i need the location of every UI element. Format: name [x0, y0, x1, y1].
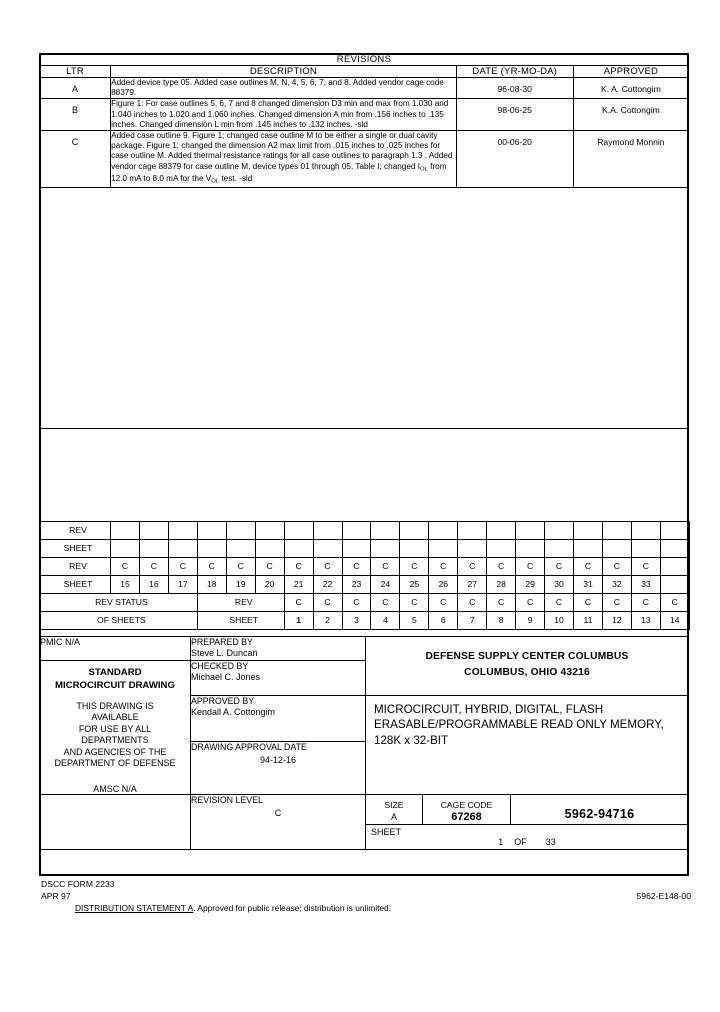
approved-by-label: APPROVED BY: [191, 695, 255, 706]
status-sub-label: SHEET: [197, 612, 284, 630]
status-row-rev-blank: [40, 522, 690, 540]
title-block: [39, 636, 689, 876]
status-cell: [313, 540, 342, 558]
status-row-label: SHEET: [40, 576, 111, 594]
status-cell: [111, 522, 140, 540]
agency-name-line1: DEFENSE SUPPLY CENTER COLUMBUS: [425, 651, 629, 662]
status-cell: C: [602, 594, 631, 612]
status-group-label: REV STATUS: [40, 594, 198, 612]
status-cell: 29: [516, 576, 545, 594]
revision-approver: Raymond Monnin: [573, 131, 688, 188]
form-number-line1: DSCC FORM 2233: [41, 879, 115, 889]
smd-line-2: MICROCIRCUIT DRAWING: [55, 679, 175, 691]
status-cell: [574, 540, 603, 558]
status-cell: [197, 540, 226, 558]
status-cell: [400, 522, 429, 540]
revision-description: [111, 131, 457, 188]
status-cell: [429, 522, 458, 540]
sheet-status-table: [39, 521, 690, 630]
status-cell: 4: [371, 612, 400, 630]
status-cell: [255, 540, 284, 558]
status-cell: [487, 540, 516, 558]
status-cell: [631, 540, 660, 558]
sheet-label: SHEET: [371, 827, 402, 838]
status-cell: [168, 522, 197, 540]
status-cell: [660, 576, 689, 594]
status-cell: [168, 540, 197, 558]
status-cell: C: [111, 558, 140, 576]
smd-line-1: STANDARD: [88, 666, 142, 678]
status-cell: 16: [139, 576, 168, 594]
availability-line: AND AGENCIES OF THE: [63, 746, 167, 757]
status-cell: 7: [458, 612, 487, 630]
status-cell: [487, 522, 516, 540]
header-date: DATE (YR-MO-DA): [456, 66, 573, 78]
bottom-left-filler: [40, 795, 191, 850]
status-cell: C: [660, 594, 689, 612]
amsc-text: AMSC N/A: [93, 784, 137, 795]
status-cell: C: [574, 558, 603, 576]
footer: [41, 879, 691, 915]
sheet-of-line: [366, 835, 688, 847]
sheet-total: 33: [545, 837, 556, 848]
status-cell: C: [284, 594, 313, 612]
cage-code-cell: [423, 795, 511, 825]
pmic-cell: PMIC N/A: [40, 637, 191, 661]
status-cell: [111, 540, 140, 558]
status-cell: [429, 540, 458, 558]
status-cell: [516, 522, 545, 540]
status-cell: C: [197, 558, 226, 576]
status-group-label: OF SHEETS: [40, 612, 198, 630]
status-cell: C: [226, 558, 255, 576]
status-cell: 2: [313, 612, 342, 630]
availability-line: FOR USE BY ALL: [78, 723, 152, 734]
status-cell: C: [487, 558, 516, 576]
sheet-of-word: OF: [514, 837, 527, 848]
status-cell: [284, 522, 313, 540]
status-cell: [660, 522, 689, 540]
status-cell: [458, 522, 487, 540]
status-cell: C: [400, 594, 429, 612]
status-cell: [400, 540, 429, 558]
revision-date: 00-06-20: [456, 131, 573, 188]
header-approved: APPROVED: [573, 66, 688, 78]
approved-by-cell: [191, 695, 366, 742]
revision-level-value: C: [274, 808, 282, 819]
smd-cell: [40, 660, 191, 795]
status-cell: C: [371, 558, 400, 576]
cage-code-label: CAGE CODE: [440, 800, 493, 811]
status-cell: C: [255, 558, 284, 576]
status-cell: [631, 522, 660, 540]
header-ltr: LTR: [40, 66, 111, 78]
status-cell: 10: [545, 612, 574, 630]
status-row-sheet-upper: [40, 576, 690, 594]
header-description: DESCRIPTION: [111, 66, 457, 78]
status-cell: C: [458, 594, 487, 612]
status-cell: 18: [197, 576, 226, 594]
revisions-title: REVISIONS: [40, 54, 689, 66]
agency-name-line2: COLUMBUS, OHIO 43216: [464, 667, 590, 678]
status-cell: [255, 522, 284, 540]
revisions-header-row: [40, 66, 689, 78]
revision-approver: K.A. Cottongim: [573, 99, 688, 131]
size-value: A: [390, 812, 397, 823]
status-row-sheet-blank: [40, 540, 690, 558]
status-cell: C: [429, 594, 458, 612]
revision-level-cell: [191, 795, 366, 850]
status-row-rev-upper: [40, 558, 690, 576]
document-code: 5962-E148-00: [636, 890, 691, 901]
drawing-approval-date-cell: [191, 742, 366, 795]
status-cell: 32: [602, 576, 631, 594]
revision-letter: C: [40, 131, 111, 188]
revision-level-label: REVISION LEVEL: [191, 795, 263, 806]
revisions-title-row: [40, 54, 689, 66]
status-cell: 11: [574, 612, 603, 630]
status-cell: [226, 522, 255, 540]
revision-description-part2: from 12.0 mA to 8.0 mA for the V: [111, 161, 447, 184]
revisions-table: [39, 53, 689, 429]
revision-description: Added device type 05. Added case outlines M, N, 4, 5, 6, 7, and 8. Added vendor cage code 88379.: [111, 78, 457, 99]
distribution-statement-text: . Approved for public release; distribution is unlimited.: [193, 903, 392, 913]
product-title-cell: [366, 695, 689, 795]
status-cell: C: [574, 594, 603, 612]
drawing-number: 5962-94716: [564, 807, 635, 822]
revision-description: Figure 1: For case outlines 5, 6, 7 and 8 changed dimension D3 min and max from 1.030 and 1.040 inches to 1.020 and 1.060 inches. Changed dimension A min from .156 inches to .135 inches. Changed dimension L min from .145 inches to .132 inches. -sld: [111, 99, 457, 131]
status-cell: 21: [284, 576, 313, 594]
size-label: SIZE: [384, 800, 404, 811]
availability-statement: [40, 692, 190, 771]
revisions-empty-cell: [40, 187, 689, 428]
status-cell: 30: [545, 576, 574, 594]
status-cell: 24: [371, 576, 400, 594]
status-cell: C: [631, 558, 660, 576]
distribution-statement-heading: DISTRIBUTION STATEMENT A: [75, 903, 194, 913]
status-cell: 17: [168, 576, 197, 594]
status-cell: C: [487, 594, 516, 612]
status-row-label: REV: [40, 522, 111, 540]
status-cell: [342, 540, 371, 558]
cage-code-value: 67268: [451, 811, 482, 824]
prepared-by-label: PREPARED BY: [191, 637, 253, 647]
status-cell: 25: [400, 576, 429, 594]
status-cell: [139, 522, 168, 540]
status-cell: C: [631, 594, 660, 612]
status-cell: [139, 540, 168, 558]
status-cell: [371, 540, 400, 558]
drawing-approval-date-label: DRAWING APPROVAL DATE: [191, 742, 307, 753]
status-cell: 19: [226, 576, 255, 594]
status-row-label: SHEET: [40, 540, 111, 558]
status-cell: 8: [487, 612, 516, 630]
status-cell: C: [400, 558, 429, 576]
product-title: MICROCIRCUIT, HYBRID, DIGITAL, FLASH ERASABLE/PROGRAMMABLE READ ONLY MEMORY, 128K x 32-BIT: [374, 702, 664, 747]
status-cell: [602, 522, 631, 540]
status-cell: 20: [255, 576, 284, 594]
revisions-block: [39, 53, 689, 429]
status-cell: 28: [487, 576, 516, 594]
status-cell: 6: [429, 612, 458, 630]
status-cell: C: [429, 558, 458, 576]
status-cell: 3: [342, 612, 371, 630]
status-cell: C: [602, 558, 631, 576]
status-cell: 15: [111, 576, 140, 594]
status-row-rev-status: [40, 594, 690, 612]
checked-by-label: CHECKED BY: [191, 660, 249, 671]
status-cell: [574, 522, 603, 540]
status-cell: [313, 522, 342, 540]
status-cell: C: [342, 558, 371, 576]
status-cell: [660, 540, 689, 558]
status-cell: [226, 540, 255, 558]
checked-by-cell: [191, 660, 366, 695]
status-cell: C: [545, 558, 574, 576]
status-cell: [371, 522, 400, 540]
status-cell: 12: [602, 612, 631, 630]
status-cell: 23: [342, 576, 371, 594]
status-cell: C: [516, 558, 545, 576]
revision-date: 98-06-25: [456, 99, 573, 131]
status-cell: [602, 540, 631, 558]
status-cell: [342, 522, 371, 540]
prepared-by-name: Steve L. Duncan: [191, 648, 258, 658]
status-cell: C: [168, 558, 197, 576]
status-cell: C: [545, 594, 574, 612]
title-row-5: [40, 795, 689, 825]
status-sub-label: REV: [197, 594, 284, 612]
revision-approver: K. A. Cottongim: [573, 78, 688, 99]
status-cell: 9: [516, 612, 545, 630]
status-cell: 5: [400, 612, 429, 630]
status-cell: 27: [458, 576, 487, 594]
availability-line: THIS DRAWING IS: [76, 700, 154, 711]
size-cell: [366, 795, 423, 825]
drawing-number-cell: [511, 795, 689, 825]
status-cell: C: [371, 594, 400, 612]
status-cell: [545, 540, 574, 558]
checked-by-name: Michael C. Jones: [191, 671, 261, 682]
availability-line: DEPARTMENT OF DEFENSE: [54, 758, 176, 769]
revision-date: 96-08-30: [456, 78, 573, 99]
status-cell: [197, 522, 226, 540]
revision-row-b: [40, 99, 689, 131]
revision-description-sub2: OL: [211, 178, 220, 185]
status-cell: C: [313, 594, 342, 612]
status-cell: C: [342, 594, 371, 612]
drawing-approval-date-value: 94-12-16: [259, 755, 297, 766]
revision-row-a: [40, 78, 689, 99]
status-cell: [516, 540, 545, 558]
status-cell: C: [284, 558, 313, 576]
status-cell: [545, 522, 574, 540]
revision-letter: A: [40, 78, 111, 99]
status-cell: 33: [631, 576, 660, 594]
status-cell: C: [458, 558, 487, 576]
revision-description-part3: test. -sld: [219, 174, 253, 184]
status-cell: C: [139, 558, 168, 576]
revision-letter: B: [40, 99, 111, 131]
status-cell: 22: [313, 576, 342, 594]
status-cell: C: [516, 594, 545, 612]
availability-line: DEPARTMENTS: [81, 735, 149, 746]
revision-description-sub1: OL: [420, 166, 428, 173]
title-block-table: [39, 636, 689, 850]
approved-by-name: Kendall A. Cottongim: [191, 706, 276, 717]
status-cell: 26: [429, 576, 458, 594]
sheet-number: 1: [498, 837, 504, 848]
prepared-by-cell: [191, 637, 366, 661]
distribution-statement: [41, 903, 691, 915]
agency-cell: [366, 637, 689, 696]
form-number-line2: APR 97: [41, 890, 71, 901]
status-row-of-sheets: [40, 612, 690, 630]
revisions-empty-area: [40, 187, 689, 428]
status-cell: 13: [631, 612, 660, 630]
status-row-label: REV: [40, 558, 111, 576]
title-row-1: [40, 637, 689, 661]
revision-description-part1: Added case outline 9. Figure 1; changed case outline M to be either a single or dual cavity package. Figure 1; changed the dimension A2 max limit from .015 inches to .025 inches for case outline M. Added thermal resistance ratings for all case outlines to paragraph 1.3 . Added vendor cage 88379 for case outline M, device types 01 through 05. Table I; changed I: [111, 131, 453, 171]
status-cell: 1: [284, 612, 313, 630]
status-cell: [458, 540, 487, 558]
status-cell: 14: [660, 612, 689, 630]
status-cell: [284, 540, 313, 558]
sheet-status-block: [39, 521, 689, 630]
sheet-count-cell: [366, 825, 689, 850]
availability-line: AVAILABLE: [91, 712, 139, 723]
status-cell: C: [313, 558, 342, 576]
status-cell: 31: [574, 576, 603, 594]
status-cell: [660, 558, 689, 576]
revision-row-c: [40, 131, 689, 188]
